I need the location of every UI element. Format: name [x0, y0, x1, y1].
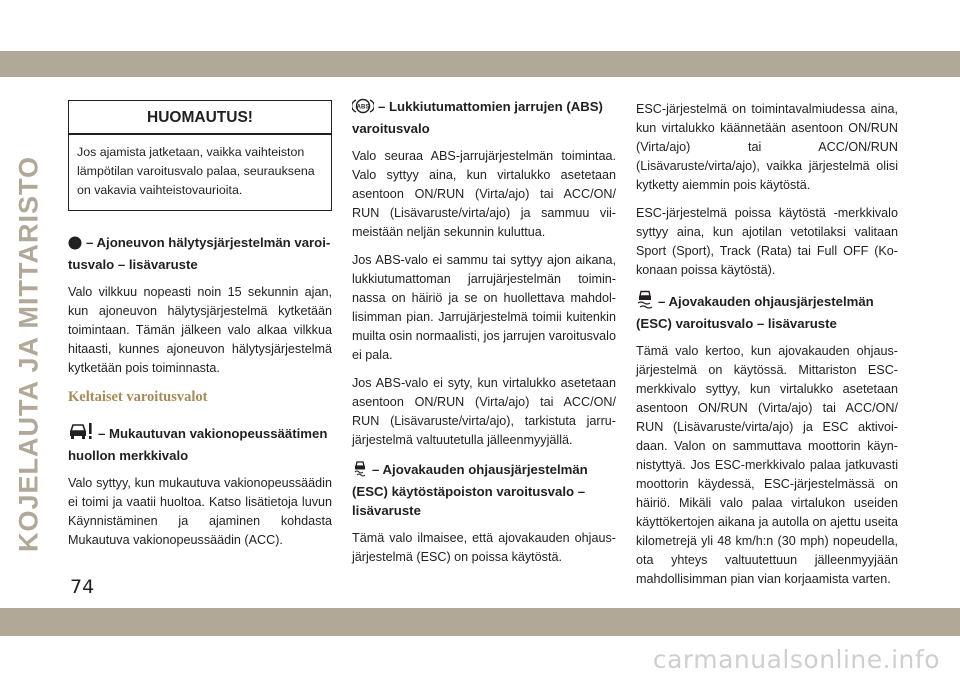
- header-band: [0, 51, 960, 77]
- acc-heading: [68, 421, 332, 465]
- yellow-lights-title: Keltaiset varoitusvalot: [68, 389, 208, 405]
- svg-text:ABS: ABS: [356, 104, 370, 111]
- column-2: [352, 97, 616, 576]
- abs-paragraph-3: Jos ABS-valo ei syty, kun virtalukko asetetaan asentoon ON/RUN (Virta/ajo) tai ACC/ON/ RUN (Lisävaruste/virta/ajo), tarkistuta jarrujärjestelmä valtuutetulla jälleenmyyjällä.: [352, 376, 616, 447]
- acc-text: Valo syttyy, kun mukautuva vakionopeussäädin ei toimi ja vaatii huoltoa. Katso lisätietoja luvun Käynnistäminen ja ajaminen kohdasta Mukautuva vakionopeussäädin (ACC).: [68, 476, 332, 547]
- abs-paragraph-2: Jos ABS-valo ei sammu tai syttyy ajon aikana, lukkiutumattoman jarrujärjestelmän toiminnassa on häiriö ja se on huollettava mahdollisimman pian. Jarrujärjestelmä toimii kuitenkin muilta osin normaalisti, jos jarrujen varoitusvalo ei pala.: [352, 253, 616, 362]
- note-text: Jos ajamista jatketaan, vaikka vaihteiston lämpötilan varoitusvalo palaa, seurauksena on vakavia vaihteistovaurioita.: [77, 145, 315, 197]
- abs-icon: [352, 98, 374, 119]
- page-number: 74: [70, 576, 95, 598]
- esc-off-icon: [352, 459, 368, 482]
- column-1: [68, 100, 332, 559]
- note-title: HUOMAUTUS!: [69, 101, 331, 135]
- esc-off-heading: [352, 459, 616, 520]
- esc-heading: [636, 289, 898, 333]
- abs-heading-text: – Lukkiutumattomien jarrujen (ABS) varoitusvalo: [352, 99, 603, 136]
- alarm-text: Valo vilkkuu nopeasti noin 15 sekunnin ajan, kun ajoneuvon hälytysjärjestelmä kytketään toimintaan. Tämän jälkeen valo alkaa vilkkua hitaasti, kunnes ajoneuvon hälytysjärjestelmä kytketään pois toiminnasta.: [68, 285, 332, 375]
- note-box: [68, 100, 332, 211]
- esc-paragraph-2: ESC-järjestelmä poissa käytöstä -merkkivalo syttyy aina, kun ajotilan vetotilaksi valitaan Sport (Sport), Track (Rata) tai Full OFF (Kokonaan poissa käytöstä).: [636, 206, 898, 277]
- esc-heading-text: – Ajovakauden ohjausjärjestelmän (ESC) varoitusvalo – lisävaruste: [636, 294, 874, 331]
- alarm-heading-text: – Ajoneuvon hälytysjärjestelmän varoitusvalo – lisävaruste: [68, 235, 331, 272]
- esc-text: Tämä valo kertoo, kun ajovakauden ohjausjärjestelmä on käytössä. Mittariston ESC-merkkivalo syttyy, kun virtalukko asetetaan asentoon ON/RUN (Virta/ajo) tai ACC/ON/ RUN (Lisävaruste/virta/ajo) ja ESC aktivoidaan. Valon on sammuttava moottorin käynnistyttyä. Jos ESC-merkkivalo palaa jatkuvasti moottorin käydessä, ESC-järjestelmässä on häiriö. Mikäli valo palaa virtalukon useiden käyttökertojen aikana ja autolla on ajettu useita kilometrejä yli 48 km/h:n (30 mph) nopeudella, ota yhteys valtuutettuun jälleenmyyjään mahdollisimman pian vian korjaamista varten.: [636, 344, 898, 586]
- esc-off-heading-text: – Ajovakauden ohjausjärjestelmän (ESC) käytöstäpoiston varoitusvalo – lisävaruste: [352, 462, 588, 518]
- column-3: [636, 100, 898, 598]
- acc-heading-text: – Mukautuvan vakionopeussäätimen huollon merkkivalo: [68, 426, 328, 463]
- abs-paragraph-1: Valo seuraa ABS-jarrujärjestelmän toimintaa. Valo syttyy aina, kun virtalukko asetetaan asentoon ON/RUN (Virta/ajo) tai ACC/ON/ RUN (Lisävaruste/virta/ajo) ja sammuu viimeistään neljän sekunnin kuluttua.: [352, 149, 616, 239]
- side-chapter-text: KOJELAUTA JA MITTARISTO: [13, 155, 44, 553]
- footer-band: [0, 608, 960, 636]
- watermark: carmanualsonline.info: [652, 645, 940, 674]
- esc-icon: [636, 289, 654, 314]
- esc-paragraph-1: ESC-järjestelmä on toimintavalmiudessa aina, kun virtalukko käännetään asentoon ON/RUN (Virta/ajo) tai ACC/ON/RUN (Lisävaruste/virta/ajo), vaikka järjestelmä olisi kytketty aiemmin pois käytöstä.: [636, 102, 898, 192]
- vehicle-security-icon: [68, 236, 82, 255]
- esc-off-text: Tämä valo ilmaisee, että ajovakauden ohjausjärjestelmä (ESC) on poissa käytöstä.: [352, 531, 616, 564]
- abs-heading: [352, 97, 616, 138]
- alarm-heading: [68, 233, 332, 274]
- adaptive-cruise-service-icon: [68, 421, 94, 446]
